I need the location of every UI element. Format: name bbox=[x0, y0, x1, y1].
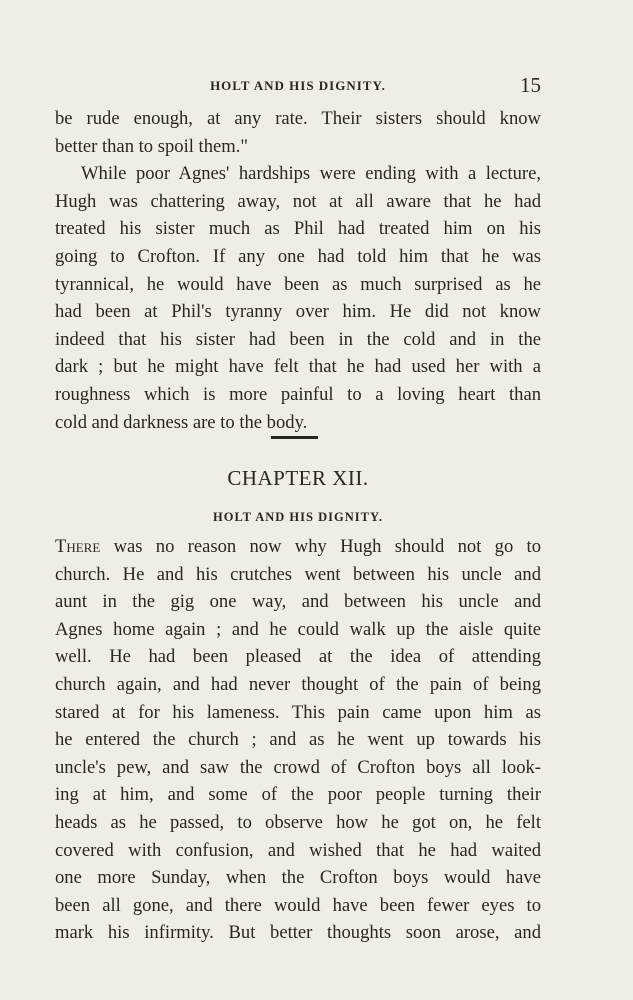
page-number: 15 bbox=[520, 73, 541, 97]
text-line: roughness which is more painful to a loving heart than bbox=[55, 383, 541, 405]
text-line: indeed that his sister had been in the cold and in the bbox=[55, 328, 541, 350]
text-line: going to Crofton. If any one had told him that he was bbox=[55, 245, 541, 267]
text-line: be rude enough, at any rate. Their sisters should know bbox=[55, 108, 541, 129]
text-line bbox=[55, 533, 541, 561]
chapter-title: CHAPTER XII. bbox=[227, 466, 369, 490]
text-line: aunt in the gig one way, and between his uncle and bbox=[55, 591, 541, 613]
chapter-subtitle: HOLT AND HIS DIGNITY. bbox=[213, 510, 383, 524]
body-text-lower bbox=[55, 533, 541, 947]
text-line: been all gone, and there would have been fewer eyes to bbox=[55, 894, 541, 916]
first-line-text: was no reason now why Hugh should not go to bbox=[100, 536, 541, 557]
text-line: one more Sunday, when the Crofton boys would have bbox=[55, 867, 541, 889]
running-title: HOLT AND HIS DIGNITY. bbox=[210, 78, 386, 93]
text-line: tyrannical, he would have been as much surprised as he bbox=[55, 273, 541, 295]
text-line: Hugh was chattering away, not at all aware that he had bbox=[55, 190, 541, 212]
text-line: he entered the church ; and as he went up towards his bbox=[55, 729, 541, 751]
section-divider bbox=[271, 436, 318, 439]
text-line: ing at him, and some of the poor people turning their bbox=[55, 784, 541, 806]
paragraph-3 bbox=[55, 533, 541, 947]
body-text-upper bbox=[55, 105, 541, 436]
text-line: Agnes home again ; and he could walk up the aisle quite bbox=[55, 618, 541, 640]
text-line: covered with confusion, and wished that he had waited bbox=[55, 839, 541, 861]
text-line: mark his infirmity. But better thoughts soon arose, and bbox=[55, 922, 541, 944]
text-line: had been at Phil's tyranny over him. He did not know bbox=[55, 301, 541, 323]
text-line: stared at for his lameness. This pain came upon him as bbox=[55, 701, 541, 723]
paragraph-2 bbox=[55, 160, 541, 436]
text-line: church. He and his crutches went between his uncle and bbox=[55, 563, 541, 585]
drop-word: There bbox=[55, 536, 101, 557]
text-line: While poor Agnes' hardships were ending with a lecture, bbox=[81, 163, 541, 185]
text-line: uncle's pew, and saw the crowd of Crofton boys all look- bbox=[55, 756, 541, 778]
text-line: well. He had been pleased at the idea of attending bbox=[55, 646, 541, 668]
text-line: better than to spoil them." bbox=[55, 135, 248, 157]
text-line: treated his sister much as Phil had treated him on his bbox=[55, 218, 541, 240]
text-line: heads as he passed, to observe how he got on, he felt bbox=[55, 811, 541, 833]
text-line: dark ; but he might have felt that he had used her with a bbox=[55, 356, 541, 378]
text-line: cold and darkness are to the body. bbox=[55, 411, 308, 433]
text-line: church again, and had never thought of the pain of being bbox=[55, 673, 541, 695]
paragraph-1 bbox=[55, 105, 541, 160]
page-header bbox=[55, 73, 541, 97]
